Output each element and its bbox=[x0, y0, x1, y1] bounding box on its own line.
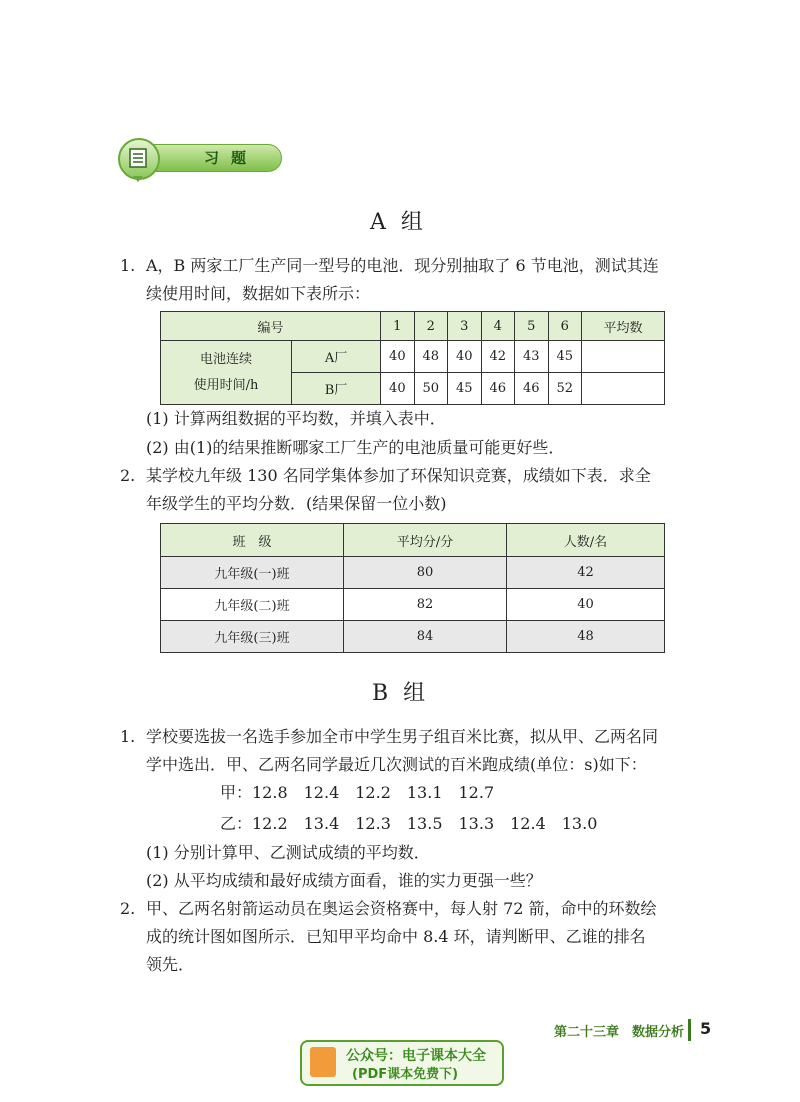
table-cell: 82 bbox=[344, 589, 507, 621]
table-cell: 40 bbox=[381, 341, 414, 373]
table-header-cell: 编号 bbox=[161, 312, 381, 341]
table-header-cell: 3 bbox=[448, 312, 481, 341]
badge-arrow bbox=[133, 176, 143, 182]
factory-b-label: B厂 bbox=[292, 373, 381, 405]
question-number: 2. bbox=[120, 466, 136, 485]
table-header-cell: 平均分/分 bbox=[344, 524, 507, 557]
table-cell: 50 bbox=[414, 373, 447, 405]
table-cell: 46 bbox=[481, 373, 514, 405]
table-cell: 52 bbox=[548, 373, 582, 405]
group-b-title: B 组 bbox=[372, 681, 430, 706]
sub-question: (1) 分别计算甲、乙测试成绩的平均数． bbox=[146, 843, 430, 862]
sub-question: (1) 计算两组数据的平均数，并填入表中． bbox=[146, 409, 446, 428]
watermark-line: (PDF课本免费下) bbox=[352, 1067, 459, 1082]
battery-table bbox=[160, 311, 665, 405]
sub-question: (2) 由(1)的结果推断哪家工厂生产的电池质量可能更好些． bbox=[146, 438, 565, 457]
factory-a-label: A厂 bbox=[292, 341, 381, 373]
table-cell: 40 bbox=[507, 589, 665, 621]
question-text: 学中选出．甲、乙两名同学最近几次测试的百米跑成绩(单位：s)如下： bbox=[146, 755, 647, 774]
question-text: A，B 两家工厂生产同一型号的电池．现分别抽取了 6 节电池，测试其连 bbox=[146, 256, 659, 275]
page-number: 5 bbox=[700, 1019, 712, 1038]
row-label-line: 使用时间/h bbox=[193, 377, 259, 393]
table-header-cell: 6 bbox=[548, 312, 582, 341]
table-cell: 40 bbox=[448, 341, 481, 373]
question-text: 甲、乙两名射箭运动员在奥运会资格赛中，每人射 72 箭，命中的环数绘 bbox=[146, 899, 657, 918]
table-cell: 九年级(三)班 bbox=[161, 621, 344, 653]
question-text: 成的统计图如图所示．已知甲平均命中 8.4 环，请判断甲、乙谁的排名 bbox=[146, 927, 646, 946]
notebook-icon bbox=[118, 138, 160, 180]
table-cell: 42 bbox=[507, 557, 665, 589]
group-a-title: A 组 bbox=[370, 210, 427, 235]
watermark bbox=[300, 1040, 504, 1086]
row-label bbox=[161, 341, 292, 405]
table-row bbox=[161, 589, 665, 621]
chapter-label: 第二十三章 数据分析 bbox=[553, 1025, 684, 1040]
table-cell: 45 bbox=[548, 341, 582, 373]
table-cell: 45 bbox=[448, 373, 481, 405]
table-header-cell: 人数/名 bbox=[507, 524, 665, 557]
question-text: 领先． bbox=[146, 955, 195, 974]
table-header-cell: 平均数 bbox=[582, 312, 665, 341]
table-cell: 46 bbox=[515, 373, 548, 405]
sub-question: (2) 从平均成绩和最好成绩方面看，谁的实力更强一些？ bbox=[146, 871, 542, 890]
average-cell-empty bbox=[582, 373, 665, 405]
badge-label: 习题 bbox=[204, 149, 259, 167]
table-cell: 九年级(二)班 bbox=[161, 589, 344, 621]
table-cell: 84 bbox=[344, 621, 507, 653]
table-cell: 40 bbox=[381, 373, 414, 405]
table-cell: 43 bbox=[515, 341, 548, 373]
table-cell: 80 bbox=[344, 557, 507, 589]
footer-divider bbox=[688, 1019, 691, 1041]
exercise-badge bbox=[118, 138, 280, 176]
table-cell: 48 bbox=[414, 341, 447, 373]
question-text: 续使用时间，数据如下表所示： bbox=[146, 284, 371, 303]
table-header-cell: 5 bbox=[515, 312, 548, 341]
table-header-cell: 2 bbox=[414, 312, 447, 341]
jia-scores: 甲：12.8 12.4 12.2 13.1 12.7 bbox=[220, 783, 495, 802]
average-cell-empty bbox=[582, 341, 665, 373]
class-score-table bbox=[160, 523, 665, 653]
table-cell: 九年级(一)班 bbox=[161, 557, 344, 589]
table-header-cell: 4 bbox=[481, 312, 514, 341]
table-header-cell: 班 级 bbox=[161, 524, 344, 557]
table-cell: 48 bbox=[507, 621, 665, 653]
question-number: 1. bbox=[120, 256, 136, 275]
table-header-cell: 1 bbox=[381, 312, 414, 341]
watermark-line: 公众号：电子课本大全 bbox=[346, 1048, 486, 1064]
question-text: 某学校九年级 130 名同学集体参加了环保知识竞赛，成绩如下表．求全 bbox=[146, 466, 651, 485]
table-row bbox=[161, 341, 665, 373]
question-number: 1. bbox=[120, 727, 136, 746]
table-row bbox=[161, 621, 665, 653]
yi-scores: 乙：12.2 13.4 12.3 13.5 13.3 12.4 13.0 bbox=[220, 814, 598, 833]
table-row bbox=[161, 557, 665, 589]
question-text: 年级学生的平均分数．(结果保留一位小数) bbox=[146, 494, 447, 513]
question-number: 2. bbox=[120, 899, 136, 918]
table-header-row bbox=[161, 524, 665, 557]
book-icon bbox=[310, 1047, 336, 1077]
row-label-line: 电池连续 bbox=[199, 351, 252, 367]
table-cell: 42 bbox=[481, 341, 514, 373]
table-header-row bbox=[161, 312, 665, 341]
question-text: 学校要选拔一名选手参加全市中学生男子组百米比赛，拟从甲、乙两名同 bbox=[146, 727, 659, 746]
